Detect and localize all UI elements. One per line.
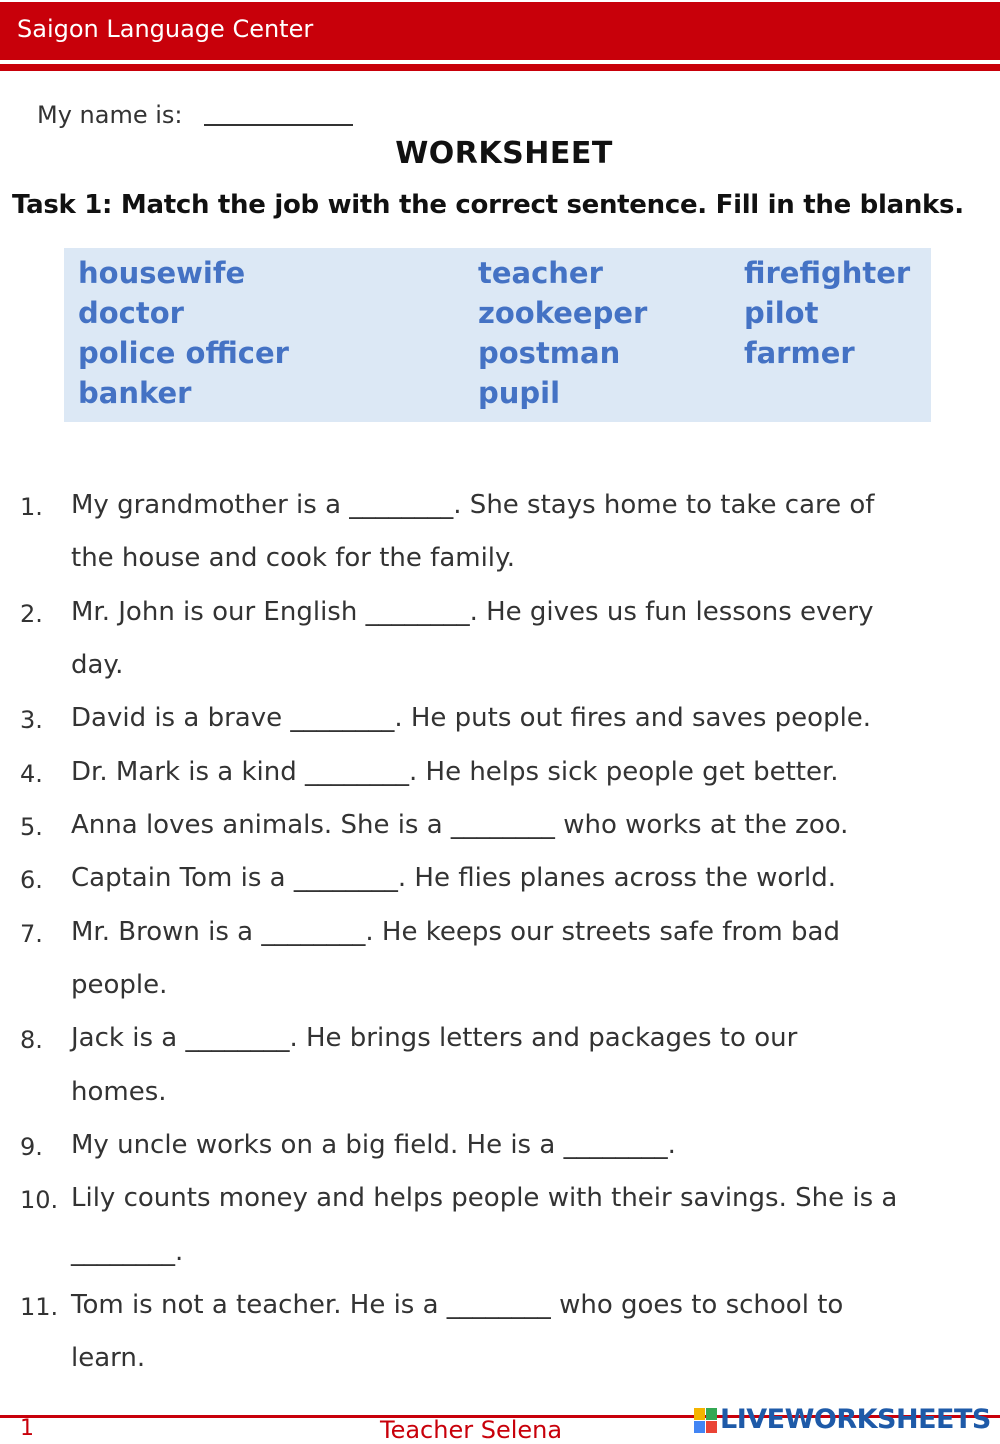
question-text: Tom is not a teacher. He is a ________ who goes to school to (71, 1290, 844, 1320)
word-bank-item: zookeeper (478, 296, 648, 330)
question-number: 2. (20, 600, 43, 628)
question-number: 5. (20, 813, 43, 841)
question-text: homes. (71, 1077, 167, 1107)
question-number: 7. (20, 920, 43, 948)
page-number: 1 (20, 1416, 34, 1441)
logo-blocks-icon (694, 1408, 718, 1434)
word-bank-item: teacher (478, 256, 603, 290)
question-number: 8. (20, 1026, 43, 1054)
question-text: Anna loves animals. She is a ________ who works at the zoo. (71, 810, 849, 840)
question-text: the house and cook for the family. (71, 543, 515, 573)
header-divider (0, 64, 1000, 71)
word-bank-item: doctor (78, 296, 184, 330)
header-title: Saigon Language Center (17, 15, 314, 43)
word-bank-item: pupil (478, 376, 561, 410)
question-text: learn. (71, 1343, 146, 1373)
name-input-line[interactable] (204, 124, 353, 126)
word-bank-item: banker (78, 376, 192, 410)
question-number: 9. (20, 1133, 43, 1161)
question-number: 1. (20, 493, 43, 521)
word-bank-item: pilot (744, 296, 819, 330)
question-text: Mr. John is our English ________. He gives us fun lessons every (71, 597, 874, 627)
task1-title: Task 1: Match the job with the correct sentence. Fill in the blanks. (12, 190, 964, 220)
word-bank-item: police officer (78, 336, 289, 370)
question-number: 10. (20, 1186, 59, 1214)
question-text: Captain Tom is a ________. He flies planes across the world. (71, 863, 836, 893)
question-text: Mr. Brown is a ________. He keeps our streets safe from bad (71, 917, 840, 947)
logo-text: LIVEWORKSHEETS (720, 1404, 991, 1435)
word-bank-item: farmer (744, 336, 855, 370)
name-label: My name is: (37, 101, 183, 129)
question-number: 4. (20, 760, 43, 788)
question-text: people. (71, 970, 168, 1000)
question-number: 11. (20, 1293, 59, 1321)
question-text: day. (71, 650, 124, 680)
question-text: My grandmother is a ________. She stays home to take care of (71, 490, 875, 520)
worksheet-title: WORKSHEET (395, 136, 613, 171)
word-bank-item: firefighter (744, 256, 911, 290)
question-text: Lily counts money and helps people with their savings. She is a (71, 1183, 898, 1213)
question-text: ________. (71, 1237, 184, 1267)
question-text: Jack is a ________. He brings letters and packages to our (71, 1023, 798, 1053)
word-bank-item: housewife (78, 256, 246, 290)
word-bank-item: postman (478, 336, 621, 370)
question-text: Dr. Mark is a kind ________. He helps sick people get better. (71, 757, 839, 787)
question-number: 3. (20, 706, 43, 734)
word-bank (64, 248, 931, 422)
teacher-name: Teacher Selena (380, 1416, 563, 1444)
question-text: My uncle works on a big field. He is a ________. (71, 1130, 676, 1160)
question-number: 6. (20, 866, 43, 894)
liveworksheets-logo (694, 1404, 994, 1438)
question-text: David is a brave ________. He puts out fires and saves people. (71, 703, 872, 733)
